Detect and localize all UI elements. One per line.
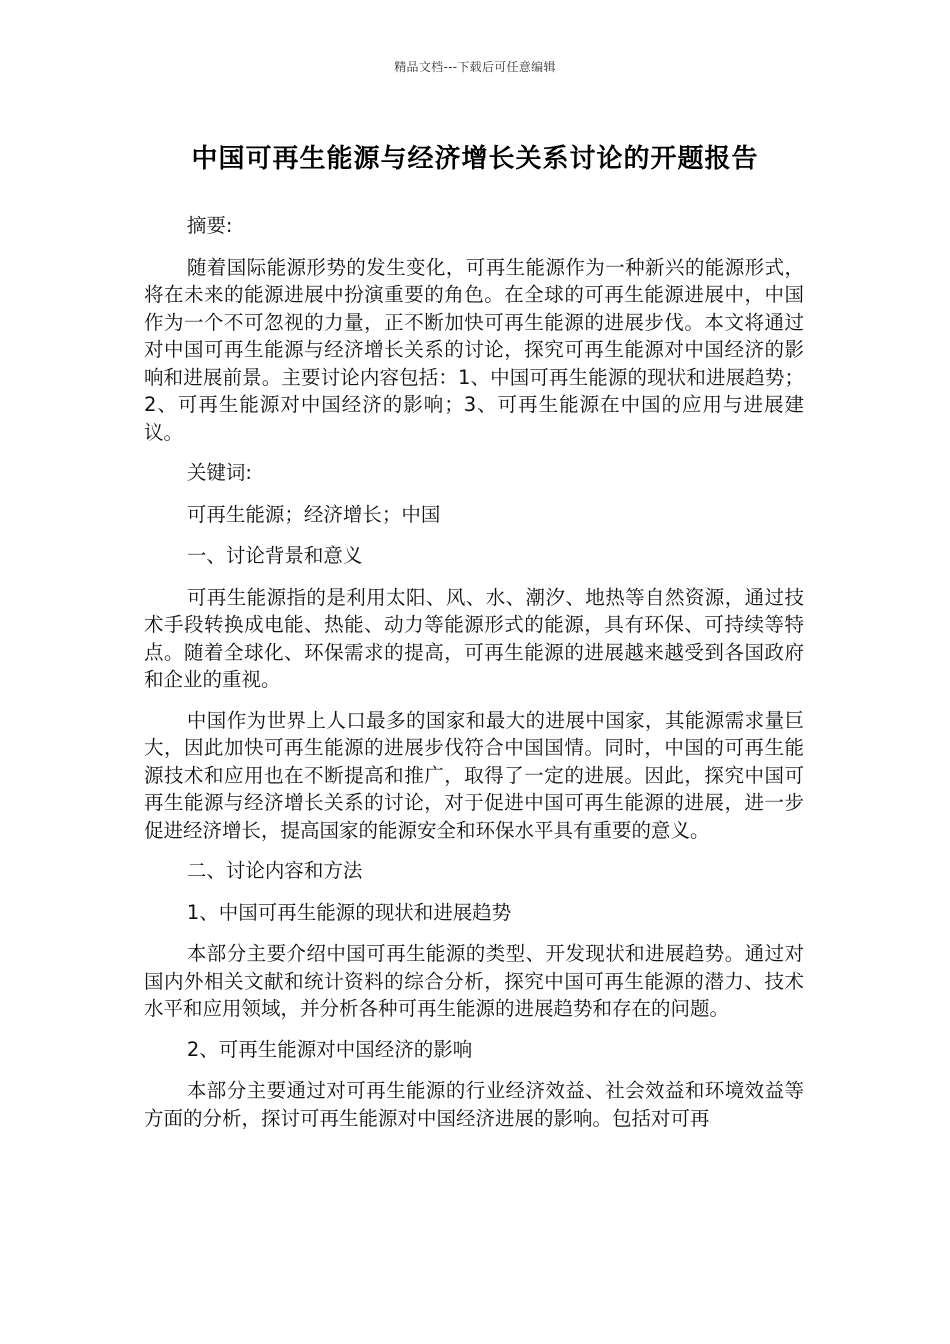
keywords-text: 可再生能源；经济增长；中国 [186, 502, 441, 526]
abstract-paragraph: 随着国际能源形势的发生变化，可再生能源作为一种新兴的能源形式，将在未来的能源进展中扮演重要的角色。在全球的可再生能源进展中，中国作为一个不可忽视的力量，正不断加快可再生能源的进展步伐。本文将通过对中国可再生能源与经济增长关系的讨论，探究可再生能源对中国经济的影响和进展前景。主要讨论内容包括：1、中国可再生能源的现状和进展趋势；2、可再生能源对中国经济的影响；3、可再生能源在中国的应用与进展建议。 [144, 255, 804, 444]
document-title: 中国可再生能源与经济增长关系讨论的开题报告 [191, 144, 759, 174]
background-paragraph-1: 可再生能源指的是利用太阳、风、水、潮汐、地热等自然资源，通过技术手段转换成电能、热能、动力等能源形式的能源，具有环保、可持续等特点。随着全球化、环保需求的提高，可再生能源的进展越来越受到各国政府和企业的重视。 [144, 585, 804, 691]
document-body [144, 212, 804, 1145]
impact-paragraph: 本部分主要通过对可再生能源的行业经济效益、社会效益和环境效益等方面的分析，探讨可再生能源对中国经济进展的影响。包括对可再 [144, 1079, 804, 1130]
section-heading-content-methods: 二、讨论内容和方法 [186, 859, 363, 882]
abstract-heading: 摘要: [186, 214, 233, 237]
status-paragraph: 本部分主要介绍中国可再生能源的类型、开发现状和进展趋势。通过对国内外相关文献和统计资料的综合分析，探究中国可再生能源的潜力、技术水平和应用领域，并分析各种可再生能源的进展趋势和存在的问题。 [144, 942, 804, 1020]
subsection-heading-impact: 2、可再生能源对中国经济的影响 [186, 1037, 473, 1061]
section-heading-background: 一、讨论背景和意义 [186, 544, 363, 567]
keywords-heading: 关键词: [186, 461, 252, 484]
page-header: 精品文档---下载后可任意编辑 [394, 60, 556, 74]
subsection-heading-status: 1、中国可再生能源的现状和进展趋势 [186, 900, 512, 924]
background-paragraph-2: 中国作为世界上人口最多的国家和最大的进展中国家，其能源需求量巨大，因此加快可再生能源的进展步伐符合中国国情。同时，中国的可再生能源技术和应用也在不断提高和推广，取得了一定的进展。因此，探究中国可再生能源与经济增长关系的讨论，对于促进中国可再生能源的进展，进一步促进经济增长，提高国家的能源安全和环保水平具有重要的意义。 [144, 708, 804, 842]
